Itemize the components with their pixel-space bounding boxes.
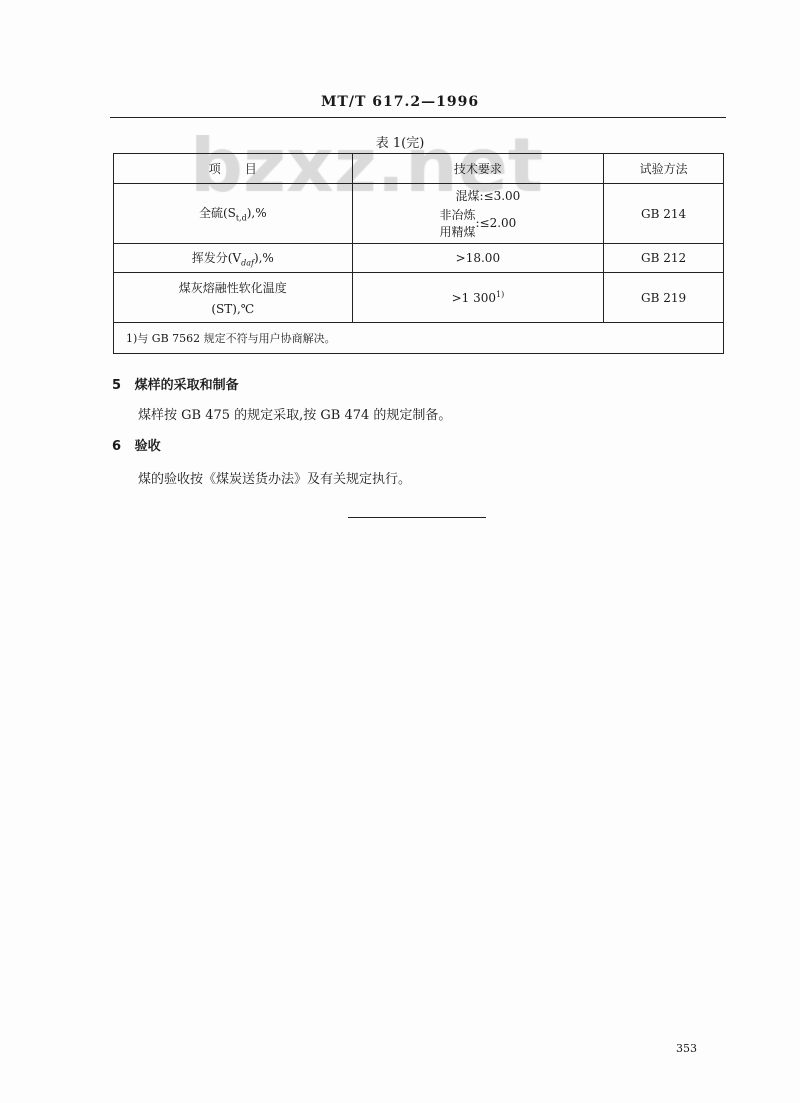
header-requirement: 技术要求 bbox=[352, 154, 604, 184]
table-footnote: 1)与 GB 7562 规定不符与用户协商解决。 bbox=[114, 323, 724, 354]
header-method: 试验方法 bbox=[604, 154, 724, 184]
standard-number-header: MT/T 617.2—1996 bbox=[320, 94, 480, 110]
requirement-cell: >18.00 bbox=[352, 244, 604, 273]
page-number: 353 bbox=[676, 1042, 697, 1055]
table-row bbox=[114, 273, 724, 323]
method-cell: GB 212 bbox=[604, 244, 724, 273]
footnote-row bbox=[114, 323, 724, 354]
section-6-body: 煤的验收按《煤炭送货办法》及有关规定执行。 bbox=[138, 472, 412, 487]
item-cell: 全硫$(S_{t,d}),\%$ bbox=[114, 184, 353, 244]
table-row bbox=[114, 184, 724, 244]
section-5-heading: 5 煤样的采取和制备 bbox=[112, 378, 239, 393]
method-cell: GB 214 bbox=[604, 184, 724, 244]
requirements-table bbox=[113, 153, 724, 354]
table-row bbox=[114, 244, 724, 273]
end-rule bbox=[348, 517, 486, 518]
header-item: 项 目 bbox=[114, 154, 353, 184]
table-header-row bbox=[114, 154, 724, 184]
requirement-cell: >1 300$^{1)}$ bbox=[352, 273, 604, 323]
section-5-body: 煤样按 GB 475 的规定采取,按 GB 474 的规定制备。 bbox=[138, 408, 452, 423]
header-rule bbox=[110, 117, 726, 118]
item-cell: 挥发分$(V_{daf}),\%$ bbox=[114, 244, 353, 273]
method-cell: GB 219 bbox=[604, 273, 724, 323]
section-6-heading: 6 验收 bbox=[112, 439, 161, 454]
table-caption: 表 1(完) bbox=[375, 136, 425, 151]
requirement-cell: 混煤:≤3.00 非冶炼 用精煤 :≤2.00 bbox=[352, 184, 604, 244]
item-cell: 煤灰熔融性软化温度 (ST),℃ bbox=[114, 273, 353, 323]
